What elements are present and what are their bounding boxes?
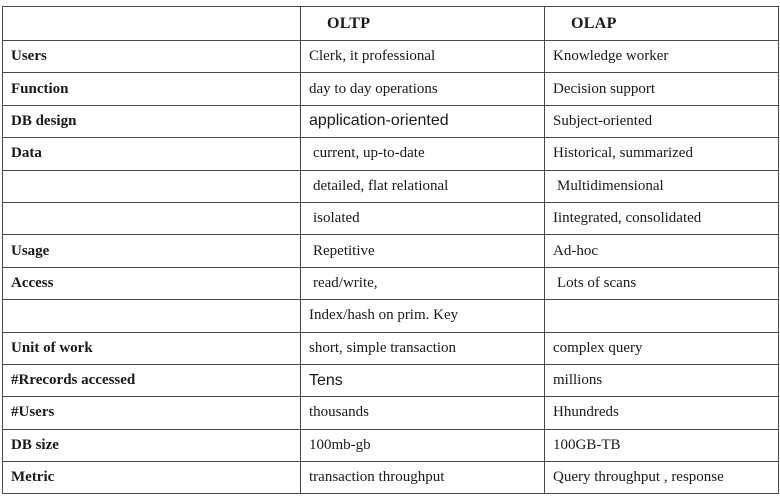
table-row (3, 397, 779, 429)
olap-cell (545, 300, 779, 332)
row-label (3, 170, 301, 202)
row-label: #Users (3, 397, 301, 429)
oltp-cell: read/write, (301, 267, 545, 299)
olap-cell: Multidimensional (545, 170, 779, 202)
table-row (3, 41, 779, 73)
olap-cell: 100GB-TB (545, 429, 779, 461)
olap-cell: Hhundreds (545, 397, 779, 429)
table-row (3, 170, 779, 202)
row-label: Usage (3, 235, 301, 267)
table-row (3, 73, 779, 105)
oltp-cell: day to day operations (301, 73, 545, 105)
row-label: Function (3, 73, 301, 105)
oltp-cell: 100mb-gb (301, 429, 545, 461)
table-row (3, 300, 779, 332)
table-row (3, 332, 779, 364)
oltp-cell: application-oriented (301, 105, 545, 137)
row-label: Data (3, 138, 301, 170)
table-row (3, 267, 779, 299)
olap-cell: Iintegrated, consolidated (545, 202, 779, 234)
row-label: DB design (3, 105, 301, 137)
row-label (3, 202, 301, 234)
oltp-cell: Index/hash on prim. Key (301, 300, 545, 332)
row-label: Users (3, 41, 301, 73)
row-label: Access (3, 267, 301, 299)
olap-cell: millions (545, 364, 779, 396)
table-row (3, 202, 779, 234)
oltp-cell: detailed, flat relational (301, 170, 545, 202)
row-label: Unit of work (3, 332, 301, 364)
oltp-cell: isolated (301, 202, 545, 234)
oltp-cell: short, simple transaction (301, 332, 545, 364)
olap-cell: Ad-hoc (545, 235, 779, 267)
oltp-olap-comparison-table (2, 6, 779, 494)
row-label: #Rrecords accessed (3, 364, 301, 396)
olap-cell: Subject-oriented (545, 105, 779, 137)
header-cell-empty (3, 7, 301, 41)
header-cell-oltp: OLTP (301, 7, 545, 41)
olap-cell: Query throughput , response (545, 462, 779, 494)
row-label (3, 300, 301, 332)
table-row (3, 105, 779, 137)
row-label: DB size (3, 429, 301, 461)
table-row (3, 235, 779, 267)
olap-cell: Lots of scans (545, 267, 779, 299)
table-row (3, 138, 779, 170)
table-row (3, 429, 779, 461)
olap-cell: Knowledge worker (545, 41, 779, 73)
header-row (3, 7, 779, 41)
row-label: Metric (3, 462, 301, 494)
table-row (3, 364, 779, 396)
oltp-cell: Clerk, it professional (301, 41, 545, 73)
oltp-cell: thousands (301, 397, 545, 429)
olap-cell: Historical, summarized (545, 138, 779, 170)
olap-cell: complex query (545, 332, 779, 364)
oltp-cell: Repetitive (301, 235, 545, 267)
oltp-cell: transaction throughput (301, 462, 545, 494)
header-cell-olap: OLAP (545, 7, 779, 41)
oltp-cell: current, up-to-date (301, 138, 545, 170)
oltp-cell: Tens (301, 364, 545, 396)
table-row (3, 462, 779, 494)
olap-cell: Decision support (545, 73, 779, 105)
